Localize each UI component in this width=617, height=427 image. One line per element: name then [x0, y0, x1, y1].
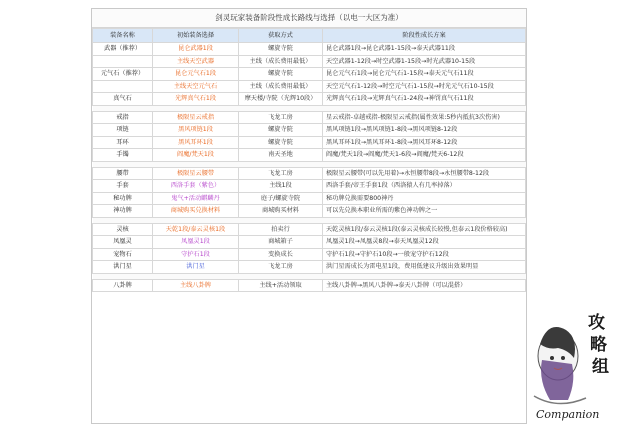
mascot-caption: Companion [536, 408, 600, 421]
equipment-name-cell: 灵核 [93, 223, 153, 236]
growth-plan-cell: 极限星云腰带(可以先用着)→永恒腰带8段→永恒腰带8-12段 [323, 167, 526, 180]
acquisition-method-cell: 飞龙工房 [239, 167, 323, 180]
table-row [93, 192, 526, 205]
acquisition-method-cell: 变换成长 [239, 248, 323, 261]
initial-equipment-cell: 主线天空元气石 [153, 80, 239, 93]
table-title: 剑灵玩家装备阶段性成长路线与选择（以电一大区为准） [92, 9, 526, 28]
table-row [93, 180, 526, 193]
growth-plan-cell: 洪门星需成长为雷电星1段，费用低建议升级出效果明显 [323, 261, 526, 274]
initial-equipment-cell: 守护石1段 [153, 248, 239, 261]
acquisition-method-cell: 飞龙工房 [239, 111, 323, 124]
equipment-name-cell: 宠物石 [93, 248, 153, 261]
equipment-name-cell: 腰带 [93, 167, 153, 180]
growth-plan-cell: 主线八卦牌→黑风八卦牌→泰天八卦牌（可以混搭） [323, 279, 526, 292]
initial-equipment-cell: 阎魔/梵天1段 [153, 149, 239, 162]
growth-plan-cell: 昆仑武器1段→昆仑武器1-15段→泰天武器11段 [323, 43, 526, 56]
equipment-name-cell: 武器（推荐） [93, 43, 153, 56]
equipment-name-cell: 手镯 [93, 149, 153, 162]
mascot-title-char-3: 组 [592, 357, 609, 377]
col-header-plan: 阶段性成长方案 [323, 29, 526, 43]
acquisition-method-cell: 庭子/螺旋寺院 [239, 192, 323, 205]
equipment-name-cell [93, 55, 153, 68]
equipment-name-cell: 真气石 [93, 93, 153, 106]
acquisition-method-cell: 主线（成长费用最低） [239, 80, 323, 93]
initial-equipment-cell: 西洛手套（紫色） [153, 180, 239, 193]
growth-plan-cell: 可以先兑换本职业所需的紫色神功牌之一 [323, 205, 526, 218]
growth-plan-cell: 凤凰灵1段→凤凰灵8段→泰天凤凰灵12段 [323, 236, 526, 249]
table-row [93, 43, 526, 56]
equipment-name-cell: 洪门星 [93, 261, 153, 274]
growth-plan-cell: 黑风耳环1段→黑风耳环1-8段→黑风耳环8-12段 [323, 136, 526, 149]
mascot-title-char-2: 略 [590, 335, 607, 355]
growth-plan-cell: 黑风项链1段→黑风项链1-8段→黑风项链8-12段 [323, 124, 526, 137]
initial-equipment-cell: 黑风耳环1段 [153, 136, 239, 149]
table-row [93, 236, 526, 249]
growth-plan-cell: 西洛手套/帝王手套1段（西洛猿人有几率掉落） [323, 180, 526, 193]
initial-equipment-cell: 凤凰灵1段 [153, 236, 239, 249]
acquisition-method-cell: 主线（成长费用最低） [239, 55, 323, 68]
table-row [93, 167, 526, 180]
table-row [93, 205, 526, 218]
growth-plan-cell: 秘功牌兑换需要800神丹 [323, 192, 526, 205]
equipment-name-cell: 戒指 [93, 111, 153, 124]
equipment-table-sheet [91, 8, 527, 424]
acquisition-method-cell: 摩天楼/寺院（光辉10段） [239, 93, 323, 106]
acquisition-method-cell: 主线1段 [239, 180, 323, 193]
table-row [93, 223, 526, 236]
initial-equipment-cell: 极限星云腰带 [153, 167, 239, 180]
table-row [93, 111, 526, 124]
col-header-equip: 初始装备选择 [153, 29, 239, 43]
equipment-name-cell: 凤凰灵 [93, 236, 153, 249]
equipment-name-cell: 手套 [93, 180, 153, 193]
acquisition-method-cell: 拍卖行 [239, 223, 323, 236]
initial-equipment-cell: 昆仑元气石1段 [153, 68, 239, 81]
acquisition-method-cell: 螺旋寺院 [239, 136, 323, 149]
acquisition-method-cell: 螺旋寺院 [239, 124, 323, 137]
initial-equipment-cell: 主线八卦牌 [153, 279, 239, 292]
initial-equipment-cell: 极限星云戒指 [153, 111, 239, 124]
acquisition-method-cell: 飞龙工房 [239, 261, 323, 274]
acquisition-method-cell: 南天圣地 [239, 149, 323, 162]
equipment-name-cell [93, 80, 153, 93]
table-row [93, 68, 526, 81]
acquisition-method-cell: 螺旋寺院 [239, 68, 323, 81]
initial-equipment-cell: 光辉真气石1段 [153, 93, 239, 106]
equipment-name-cell: 项链 [93, 124, 153, 137]
table-row [93, 261, 526, 274]
initial-equipment-cell: 商城购买兑换材料 [153, 205, 239, 218]
table-row [93, 136, 526, 149]
table-row [93, 55, 526, 68]
equipment-table [92, 28, 526, 292]
equipment-name-cell: 秘功牌 [93, 192, 153, 205]
companion-mascot-logo [528, 300, 617, 427]
table-header-row [93, 29, 526, 43]
growth-plan-cell: 天空元气石1-12段→时空元气石1-15段→时光元气石10-15段 [323, 80, 526, 93]
acquisition-method-cell: 螺旋寺院 [239, 43, 323, 56]
growth-plan-cell: 星云戒指-卓越戒指-极限星云戒指(属性效果:5秒内抵抗3次伤害) [323, 111, 526, 124]
equipment-name-cell: 耳环 [93, 136, 153, 149]
equipment-name-cell: 元气石（推荐） [93, 68, 153, 81]
col-header-source: 获取方式 [239, 29, 323, 43]
table-row [93, 124, 526, 137]
initial-equipment-cell: 鬼气+活动麒麟丹 [153, 192, 239, 205]
acquisition-method-cell: 商城购买材料 [239, 205, 323, 218]
equipment-name-cell: 八卦牌 [93, 279, 153, 292]
initial-equipment-cell: 洪门星 [153, 261, 239, 274]
growth-plan-cell: 天乾灵核1段/泰云灵核1段(泰云灵核成长较慢,但泰云1段价格较高) [323, 223, 526, 236]
table-row [93, 93, 526, 106]
acquisition-method-cell: 主线+活动领取 [239, 279, 323, 292]
col-header-name: 装备名称 [93, 29, 153, 43]
initial-equipment-cell: 黑风项链1段 [153, 124, 239, 137]
growth-plan-cell: 昆仑元气石1段→昆仑元气石1-15段→泰天元气石11段 [323, 68, 526, 81]
growth-plan-cell: 守护石1段→守护石10段→一般宠守护石12段 [323, 248, 526, 261]
growth-plan-cell: 阎魔/梵天1段→阎魔/梵天1-6段→阎魔/梵天6-12段 [323, 149, 526, 162]
equipment-name-cell: 神功牌 [93, 205, 153, 218]
table-row [93, 279, 526, 292]
growth-plan-cell: 天空武器1-12段→时空武器1-15段→时光武器10-15段 [323, 55, 526, 68]
growth-plan-cell: 光辉真气石1段→光辉真气石1-24段→神罚真气石11段 [323, 93, 526, 106]
acquisition-method-cell: 商城箱子 [239, 236, 323, 249]
initial-equipment-cell: 昆仑武器1段 [153, 43, 239, 56]
table-row [93, 80, 526, 93]
initial-equipment-cell: 天乾1段/泰云灵核1段 [153, 223, 239, 236]
table-body [93, 43, 526, 292]
initial-equipment-cell: 主线天空武器 [153, 55, 239, 68]
table-row [93, 149, 526, 162]
mascot-title-char-1: 攻 [588, 313, 605, 333]
table-row [93, 248, 526, 261]
